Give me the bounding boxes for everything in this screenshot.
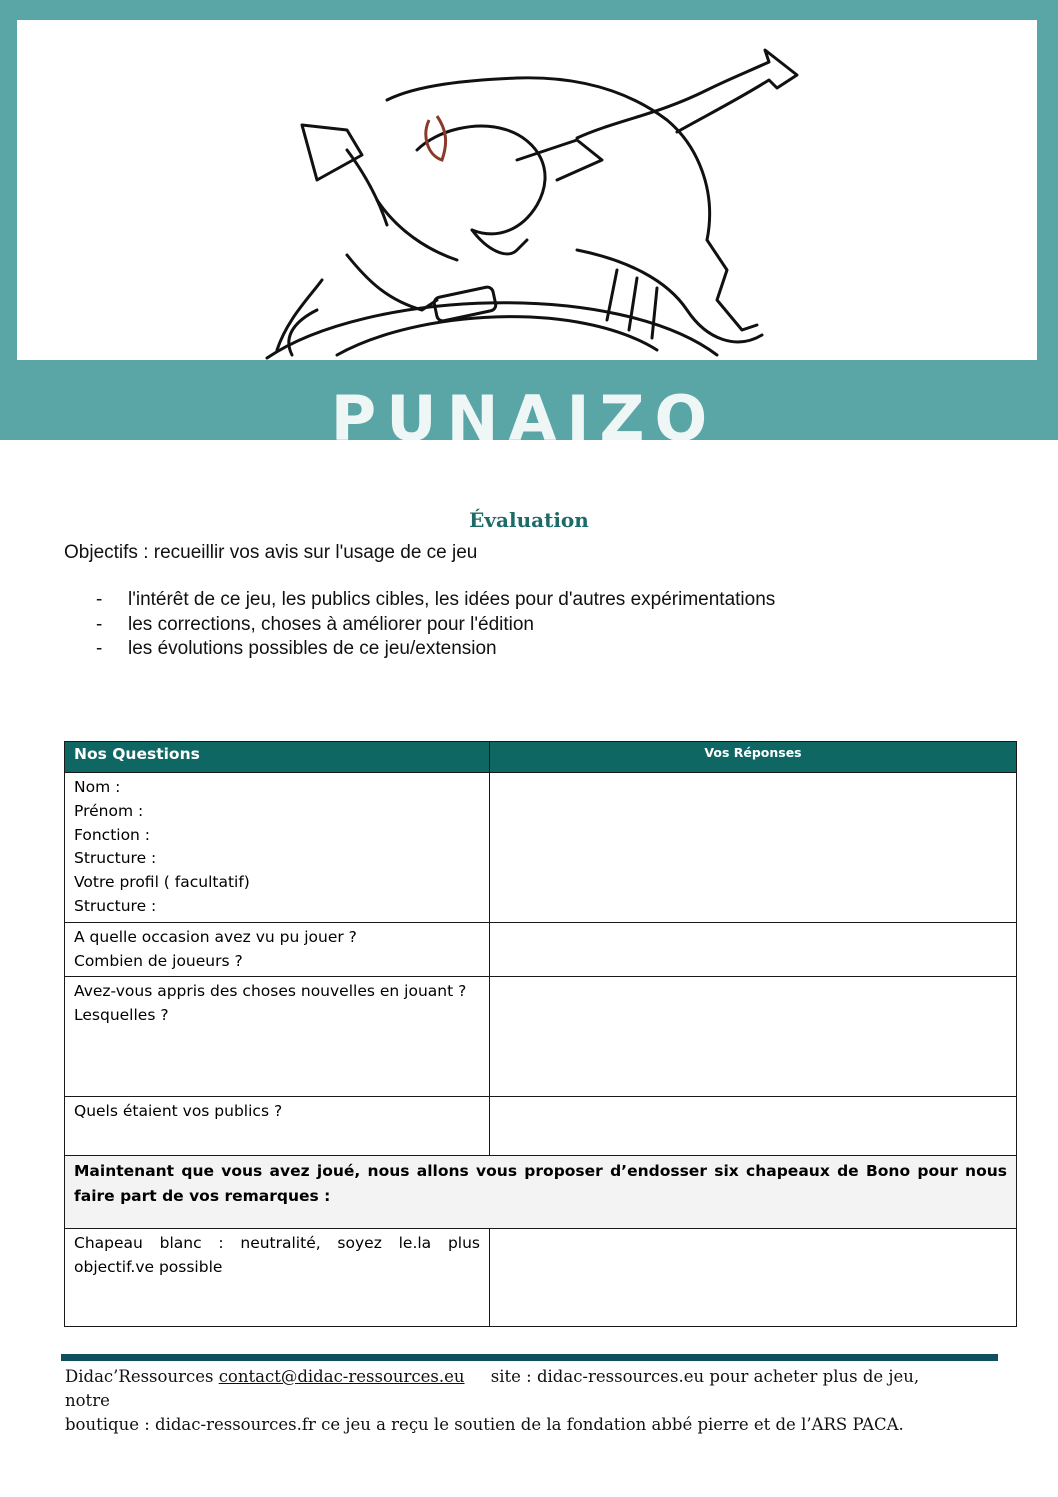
answer-field[interactable]	[490, 1229, 1017, 1327]
list-item: - l'intérêt de ce jeu, les publics cibles, les idées pour d'autres expérimentations	[96, 588, 775, 613]
header-banner	[0, 0, 1058, 440]
footer-org: Didac’Ressources	[65, 1367, 214, 1386]
table-row	[65, 773, 1017, 923]
list-item: - les corrections, choses à améliorer pour l'édition	[96, 613, 775, 638]
question-white-hat: Chapeau blanc : neutralité, soyez le.la plus objectif.ve possible	[65, 1229, 490, 1327]
footer-shop-text: boutique : didac-ressources.fr ce jeu a reçu le soutien de la fondation abbé pierre et de l’ARS PACA.	[65, 1415, 904, 1434]
brand-title: PUNAIZO	[330, 382, 718, 440]
table-row	[65, 922, 1017, 977]
evaluation-table	[64, 741, 1017, 1327]
question-identity: Nom : Prénom : Fonction : Structure : Votre profil ( facultatif) Structure :	[65, 773, 490, 923]
answer-field[interactable]	[490, 1097, 1017, 1156]
table-row	[65, 1229, 1017, 1327]
header-answers: Vos Réponses	[490, 742, 1017, 773]
footer	[65, 1365, 965, 1437]
table-header-row	[65, 742, 1017, 773]
table-row	[65, 977, 1017, 1097]
table-row	[65, 1156, 1017, 1229]
contact-email-link[interactable]: contact@didac-ressources.eu	[218, 1367, 465, 1386]
table-row	[65, 1097, 1017, 1156]
footer-divider	[61, 1354, 998, 1361]
question-learning: Avez-vous appris des choses nouvelles en jouant ? Lesquelles ?	[65, 977, 490, 1097]
section-intro: Maintenant que vous avez joué, nous allons vous proposer d’endosser six chapeaux de Bono pour nous faire part de vos remarques :	[65, 1156, 1017, 1229]
page-title: Évaluation	[469, 508, 589, 532]
header-questions: Nos Questions	[65, 742, 490, 773]
footer-site-text: site : didac-ressources.eu pour acheter plus de jeu, notre	[65, 1367, 920, 1410]
answer-field[interactable]	[490, 977, 1017, 1097]
objectives-text: Objectifs : recueillir vos avis sur l'usage de ce jeu	[64, 542, 478, 563]
answer-field[interactable]	[490, 773, 1017, 923]
answer-field[interactable]	[490, 922, 1017, 977]
dragon-illustration-icon	[17, 20, 1037, 360]
question-publics: Quels étaient vos publics ?	[65, 1097, 490, 1156]
objectives-list	[96, 588, 775, 662]
list-item: - les évolutions possibles de ce jeu/extension	[96, 637, 775, 662]
question-occasion: A quelle occasion avez vu pu jouer ? Combien de joueurs ?	[65, 922, 490, 977]
banner-illustration-frame	[17, 20, 1037, 360]
